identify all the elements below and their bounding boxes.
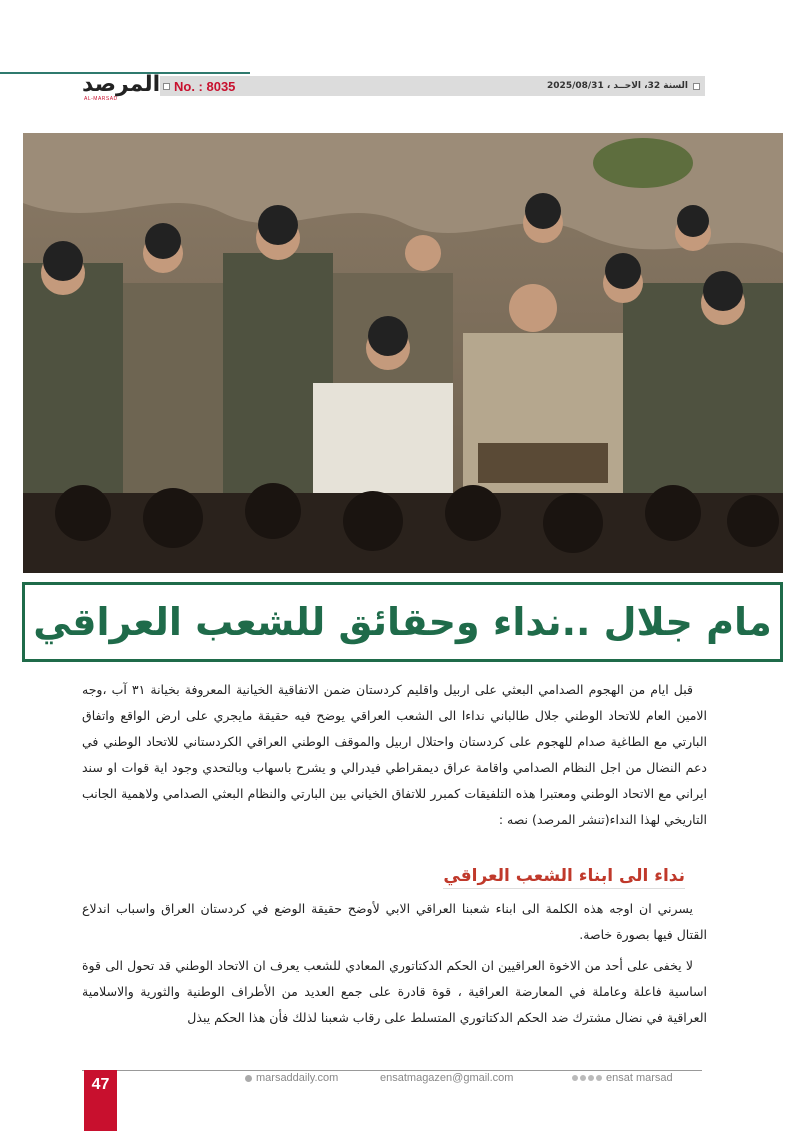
article-paragraph-3: لا يخفى على أحد من الاخوة العراقيين ان الحكم الدكتاتوري المعادي للشعب يعرف ان الاتحاد الوطني قد تحول الى قوة اساسية فاعلة وعاملة في المعارضة العراقية ، قوة قادرة على جمع العديد من الأطراف الوطنية والثورية والاسلامية العراقية في نضال مشترك ضد الحكم الدكتاتوري المتسلط على رقاب شعبنا لذلك فأن هذا الحكم يبذل	[82, 958, 707, 1025]
facebook-icon	[572, 1075, 578, 1081]
logo-subtitle: AL-MARSAD	[84, 96, 118, 102]
article-intro-paragraph: قبل ايام من الهجوم الصدامي البعثي على اربيل واقليم كردستان ضمن الاتفاقية الخيانية المعروفة بخيانة ٣١ آب ،وجه الامين العام للاتحاد الوطني جلال طالباني نداءا الى الشعب العراقي يوضح فيه حقيقة مايجري على ارض الواقع واتفاق البارتي مع الطاغية صدام للهجوم على كردستان واحتلال اربيل والموقف الوطني العراقي الكردستاني للاتحاد الوطني في دعم النضال من اجل النظام الصدامي واقامة عراق ديمقراطي فيدرالي و يشرح باسهاب وبالتحدي وجود اية قوات او سند ايراني مع الاتحاد الوطني ومعتبرا هذه التلفيقات كمبرر للاتفاق الخياني بين البارتي والنظام البعثي الصدامي ولاهمية الجانب التاريخي لهذا النداء(تنشر المرصد) نصه :	[82, 682, 707, 827]
logo-text: المرصد	[82, 72, 161, 97]
website-text: marsaddaily.com	[256, 1072, 339, 1084]
youtube-icon	[596, 1075, 602, 1081]
masthead-logo	[82, 72, 160, 104]
issue-number-text: No. : 8035	[174, 78, 236, 94]
twitter-icon	[580, 1075, 586, 1081]
page-number: 47	[91, 1076, 110, 1093]
instagram-icon	[588, 1075, 594, 1081]
footer-social[interactable]	[572, 1072, 673, 1084]
issue-number	[163, 78, 248, 94]
issue-date-text: السنة 32، الاحــد ، 2025/08/31	[547, 81, 688, 91]
social-icons	[572, 1075, 602, 1081]
globe-icon	[245, 1075, 252, 1082]
article-paragraph-2: يسرني ان اوجه هذه الكلمة الى ابناء شعبنا العراقي الابي لأوضح حقيقة الوضع في كردستان العراق واسباب اندلاع القتال فيها بصورة خاصة.	[82, 901, 707, 942]
issue-date	[547, 78, 700, 94]
email-text: ensatmagazen@gmail.com	[380, 1072, 514, 1084]
footer-rule	[82, 1070, 702, 1071]
footer-email[interactable]	[380, 1072, 513, 1084]
article-title: مام جلال ..نداء وحقائق للشعب العراقي	[33, 600, 772, 644]
article-subheading: نداء الى ابناء الشعب العراقي	[443, 866, 685, 889]
social-handle-text: ensat marsad	[606, 1072, 673, 1084]
square-bullet-icon	[693, 83, 700, 90]
article-photo	[23, 133, 783, 573]
footer-website[interactable]	[245, 1072, 338, 1084]
article-title-box	[22, 582, 783, 662]
square-bullet-icon	[163, 83, 170, 90]
